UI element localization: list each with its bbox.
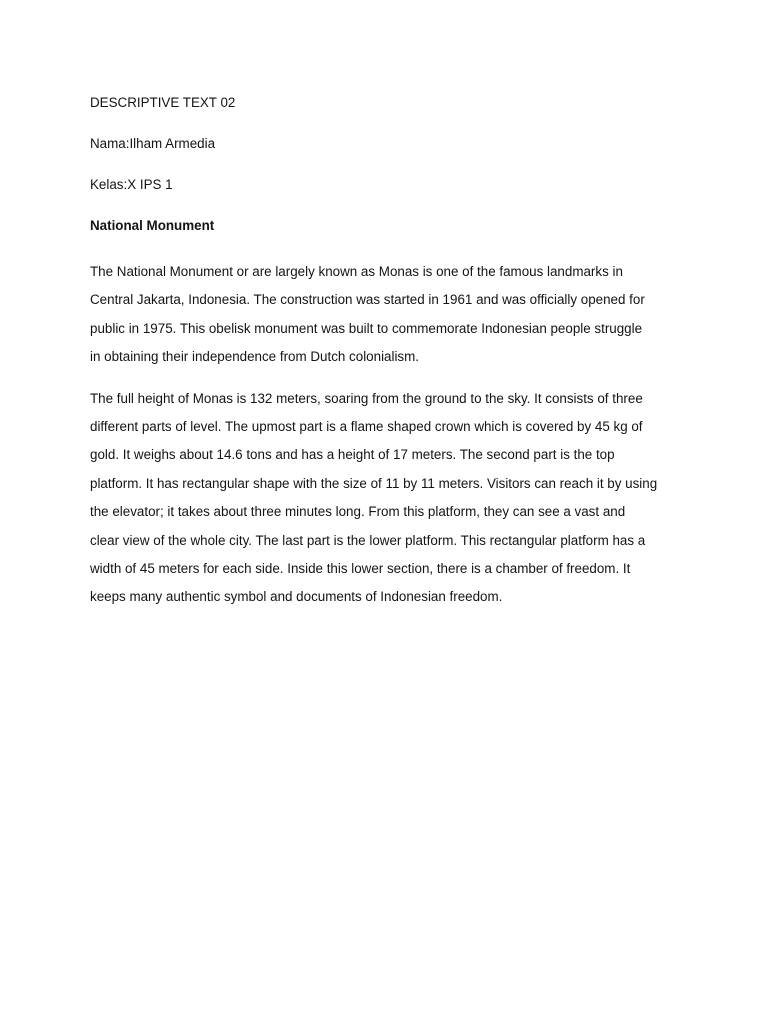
paragraph-line: gold. It weighs about 14.6 tons and has a height of 17 meters. The second part is the top	[90, 447, 615, 463]
paragraph-line: different parts of level. The upmost part is a flame shaped crown which is covered by 45 kg of	[90, 419, 643, 435]
paragraph-line: Central Jakarta, Indonesia. The construction was started in 1961 and was officially opened for	[90, 292, 645, 308]
essay-title: National Monument	[90, 218, 215, 233]
paragraph-line: clear view of the whole city. The last part is the lower platform. This rectangular platform has a	[90, 532, 646, 548]
doc-label: DESCRIPTIVE TEXT 02	[90, 95, 236, 110]
paragraph-line: public in 1975. This obelisk monument was built to commemorate Indonesian people struggle	[90, 320, 643, 336]
paragraph-1	[90, 258, 680, 372]
paragraph-line: platform. It has rectangular shape with the size of 11 by 11 meters. Visitors can reach it by using	[90, 475, 658, 491]
paragraph-line: width of 45 meters for each side. Inside this lower section, there is a chamber of freedom. It	[90, 561, 631, 577]
student-name: Nama:Ilham Armedia	[90, 136, 216, 151]
paragraph-line: the elevator; it takes about three minutes long. From this platform, they can see a vast and	[90, 504, 626, 520]
paragraph-line: The National Monument or are largely known as Monas is one of the famous landmarks in	[90, 264, 623, 279]
student-class: Kelas:X IPS 1	[90, 177, 173, 192]
paragraph-line: The full height of Monas is 132 meters, soaring from the ground to the sky. It consists of three	[90, 390, 643, 406]
paragraph-line: in obtaining their independence from Dutch colonialism.	[90, 349, 420, 365]
paragraph-line: keeps many authentic symbol and documents of Indonesian freedom.	[90, 589, 503, 605]
paragraph-2	[90, 385, 680, 612]
